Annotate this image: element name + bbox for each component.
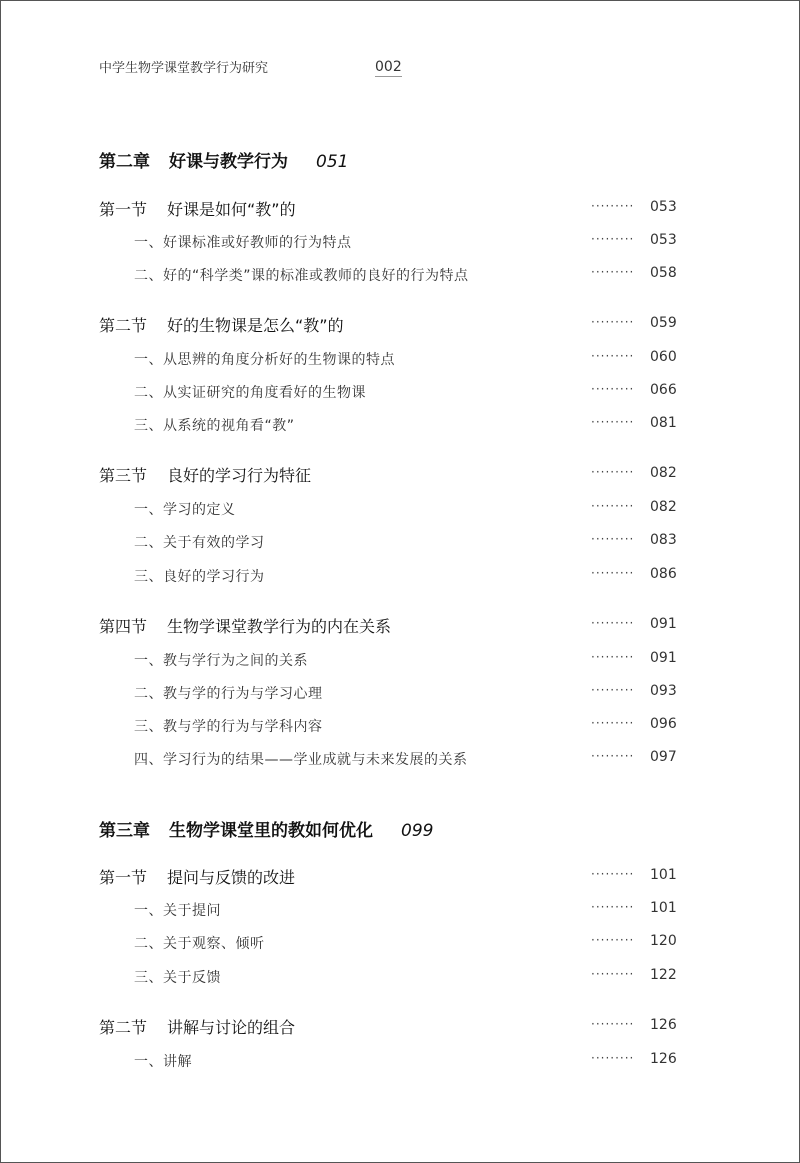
dot-leader: ········· (591, 499, 635, 513)
section-heading (99, 197, 296, 220)
toc-subsection-row (1, 530, 800, 556)
toc-subsection-row (1, 965, 800, 991)
toc-page-number: 091 (650, 616, 677, 632)
dot-leader: ········· (591, 566, 635, 580)
dot-leader: ········· (591, 650, 635, 664)
chapter-heading (99, 816, 433, 841)
toc-page-number: 066 (650, 382, 677, 398)
toc-page-number: 059 (650, 315, 677, 331)
dot-leader: ········· (591, 1051, 635, 1065)
section-label: 第三节 (99, 466, 148, 485)
dot-leader: ········· (591, 465, 635, 479)
dot-leader: ········· (591, 683, 635, 697)
toc-page-number: 082 (650, 465, 677, 481)
toc-subsection-row (1, 1049, 800, 1075)
section-heading (99, 865, 295, 888)
toc-subsection-row (1, 681, 800, 707)
toc-subsection-row (1, 263, 800, 289)
toc-page-number: 096 (650, 716, 677, 732)
toc-page-number: 120 (650, 933, 677, 949)
dot-leader: ········· (591, 1017, 635, 1031)
subsection-title: 二、好的“科学类”课的标准或教师的良好的行为特点 (134, 268, 469, 284)
subsection-title: 二、关于有效的学习 (134, 535, 265, 551)
toc-subsection-row (1, 380, 800, 406)
toc-section-row (1, 197, 800, 223)
toc-section-row (1, 313, 800, 339)
dot-leader: ········· (591, 616, 635, 630)
toc-page-number: 081 (650, 415, 677, 431)
dot-leader: ········· (591, 265, 635, 279)
toc-subsection-row (1, 347, 800, 373)
toc-page-number: 126 (650, 1051, 677, 1067)
section-title: 讲解与讨论的组合 (167, 1018, 296, 1037)
toc-page-number: 101 (650, 867, 677, 883)
section-heading (99, 463, 311, 486)
section-title: 生物学课堂教学行为的内在关系 (167, 617, 392, 636)
toc-subsection-row (1, 931, 800, 957)
subsection-title: 三、从系统的视角看“教” (134, 418, 295, 434)
toc-page-number: 122 (650, 967, 677, 983)
chapter-page-number: 051 (316, 152, 349, 172)
toc-page-number: 126 (650, 1017, 677, 1033)
subsection-title: 二、关于观察、倾听 (134, 936, 265, 952)
toc-subsection-row (1, 898, 800, 924)
toc-section-row (1, 614, 800, 640)
page-number: 002 (375, 59, 402, 75)
toc-subsection-row (1, 648, 800, 674)
toc-chapter-row (1, 147, 800, 173)
toc-section-row (1, 865, 800, 891)
running-head: 中学生物学课堂教学行为研究 (99, 61, 269, 76)
toc-section-row (1, 463, 800, 489)
section-heading (99, 1015, 295, 1038)
section-label: 第一节 (99, 868, 148, 887)
dot-leader: ········· (591, 933, 635, 947)
section-heading (99, 313, 344, 336)
section-label: 第二节 (99, 316, 148, 335)
section-label: 第二节 (99, 1018, 148, 1037)
toc-page-number: 101 (650, 900, 677, 916)
chapter-label: 第三章 (99, 821, 150, 841)
chapter-page-number: 099 (401, 821, 434, 841)
section-title: 好课是如何“教”的 (167, 200, 296, 219)
toc-page-number: 086 (650, 566, 677, 582)
section-label: 第一节 (99, 200, 148, 219)
dot-leader: ········· (591, 967, 635, 981)
toc-page-number: 083 (650, 532, 677, 548)
dot-leader: ········· (591, 382, 635, 396)
subsection-title: 一、从思辨的角度分析好的生物课的特点 (134, 352, 395, 368)
subsection-title: 一、好课标准或好教师的行为特点 (134, 235, 352, 251)
toc-subsection-row (1, 747, 800, 773)
toc-chapter-row (1, 816, 800, 842)
toc-page-number: 060 (650, 349, 677, 365)
dot-leader: ········· (591, 716, 635, 730)
subsection-title: 一、学习的定义 (134, 502, 236, 518)
dot-leader: ········· (591, 232, 635, 246)
toc-page-number: 097 (650, 749, 677, 765)
chapter-title: 好课与教学行为 (169, 152, 288, 172)
subsection-title: 三、教与学的行为与学科内容 (134, 719, 323, 735)
toc-page-number: 053 (650, 232, 677, 248)
dot-leader: ········· (591, 315, 635, 329)
toc-subsection-row (1, 714, 800, 740)
subsection-title: 一、关于提问 (134, 903, 221, 919)
dot-leader: ········· (591, 532, 635, 546)
section-title: 提问与反馈的改进 (167, 868, 296, 887)
subsection-title: 四、学习行为的结果——学业成就与未来发展的关系 (134, 752, 468, 768)
toc-page-number: 091 (650, 650, 677, 666)
dot-leader: ········· (591, 199, 635, 213)
subsection-title: 三、良好的学习行为 (134, 569, 265, 585)
section-title: 好的生物课是怎么“教”的 (167, 316, 344, 335)
toc-page-number: 058 (650, 265, 677, 281)
section-label: 第四节 (99, 617, 148, 636)
toc-subsection-row (1, 564, 800, 590)
chapter-heading (99, 147, 348, 172)
subsection-title: 一、教与学行为之间的关系 (134, 653, 308, 669)
toc-subsection-row (1, 497, 800, 523)
dot-leader: ········· (591, 867, 635, 881)
subsection-title: 一、讲解 (134, 1054, 192, 1070)
chapter-title: 生物学课堂里的教如何优化 (169, 821, 373, 841)
dot-leader: ········· (591, 415, 635, 429)
dot-leader: ········· (591, 749, 635, 763)
section-heading (99, 614, 391, 637)
toc-subsection-row (1, 230, 800, 256)
section-title: 良好的学习行为特征 (167, 466, 312, 485)
subsection-title: 三、关于反馈 (134, 970, 221, 986)
toc-page-number: 053 (650, 199, 677, 215)
toc-page-number: 082 (650, 499, 677, 515)
toc-page-number: 093 (650, 683, 677, 699)
subsection-title: 二、教与学的行为与学习心理 (134, 686, 323, 702)
subsection-title: 二、从实证研究的角度看好的生物课 (134, 385, 366, 401)
toc-subsection-row (1, 413, 800, 439)
chapter-label: 第二章 (99, 152, 150, 172)
dot-leader: ········· (591, 900, 635, 914)
toc-section-row (1, 1015, 800, 1041)
dot-leader: ········· (591, 349, 635, 363)
